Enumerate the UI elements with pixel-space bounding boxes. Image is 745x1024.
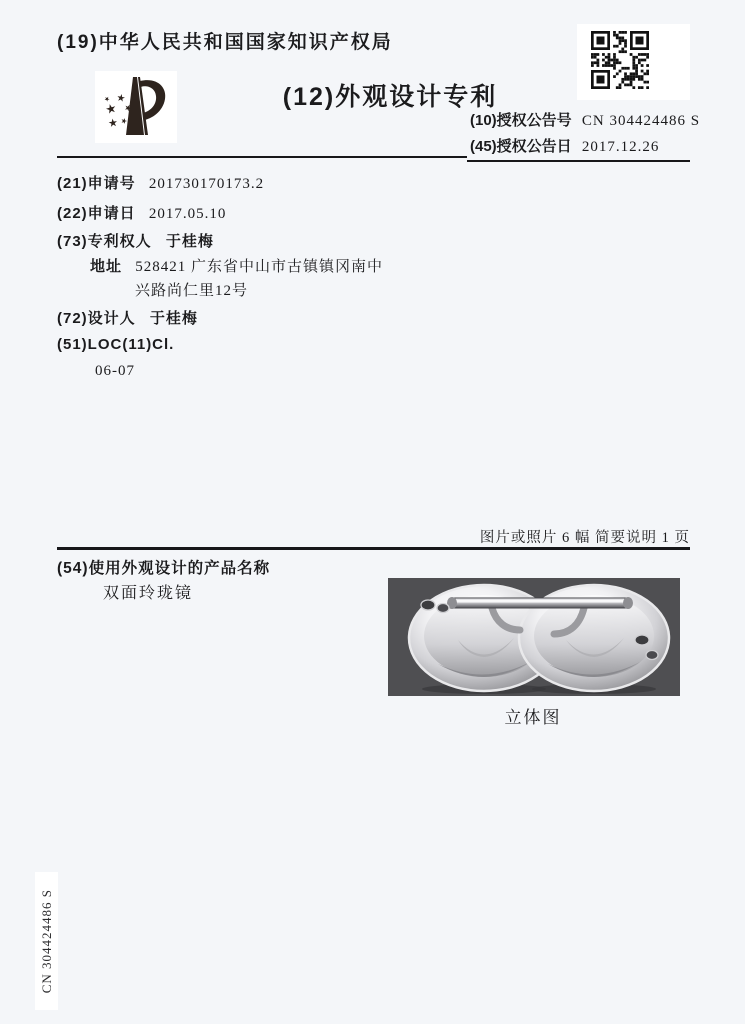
publication-date-label: (45)授权公告日 xyxy=(470,138,572,155)
application-number-label: (21)申请号 xyxy=(57,175,136,192)
loc-class-label: (51)LOC(11)Cl. xyxy=(57,336,175,353)
application-number-value: 201730170173.2 xyxy=(148,176,265,192)
address-row-2 xyxy=(135,279,248,300)
patentee-value: 于桂梅 xyxy=(165,233,214,250)
sidebar-document-number xyxy=(35,872,58,1010)
product-photo xyxy=(388,578,680,696)
header-rule-right xyxy=(467,160,690,162)
patentee-label: (73)专利权人 xyxy=(57,233,152,250)
loc-class-row xyxy=(57,336,174,353)
loc-class-value-row xyxy=(95,362,135,380)
loc-class-value: 06-07 xyxy=(95,363,135,379)
publication-number-value: CN 304424486 S xyxy=(581,113,701,129)
application-date-row xyxy=(57,202,226,223)
header-rule-left xyxy=(57,156,467,158)
application-date-label: (22)申请日 xyxy=(57,205,136,222)
document-type-title: (12)外观设计专利 xyxy=(282,83,498,111)
product-name-label: (54)使用外观设计的产品名称 xyxy=(57,560,271,577)
publication-number-label: (10)授权公告号 xyxy=(470,112,572,129)
cnipa-logo-icon xyxy=(99,75,173,139)
patentee-row xyxy=(57,230,214,251)
publication-date-row xyxy=(470,135,659,156)
address-line2: 兴路尚仁里12号 xyxy=(135,283,249,299)
product-name-value: 双面玲珑镜 xyxy=(103,585,194,602)
figures-count-note: 图片或照片 6 幅 简要说明 1 页 xyxy=(479,530,690,546)
section-divider-rule xyxy=(57,547,690,550)
qr-code xyxy=(577,24,690,100)
cnipa-logo xyxy=(95,71,177,143)
application-number-row xyxy=(57,172,264,193)
address-row xyxy=(90,255,383,276)
designer-value: 于桂梅 xyxy=(149,310,198,327)
address-label: 地址 xyxy=(90,258,123,275)
publication-date-value: 2017.12.26 xyxy=(581,139,660,155)
designer-row xyxy=(57,307,198,328)
address-line1: 528421 广东省中山市古镇镇冈南中 xyxy=(135,259,383,275)
designer-label: (72)设计人 xyxy=(57,310,136,327)
sidebar-document-number-text: CN 304424486 S xyxy=(38,888,54,994)
application-date-value: 2017.05.10 xyxy=(148,206,227,222)
office-name: (19)中华人民共和国国家知识产权局 xyxy=(57,32,393,53)
publication-number-row xyxy=(470,109,700,130)
figure-caption: 立体图 xyxy=(504,708,562,727)
